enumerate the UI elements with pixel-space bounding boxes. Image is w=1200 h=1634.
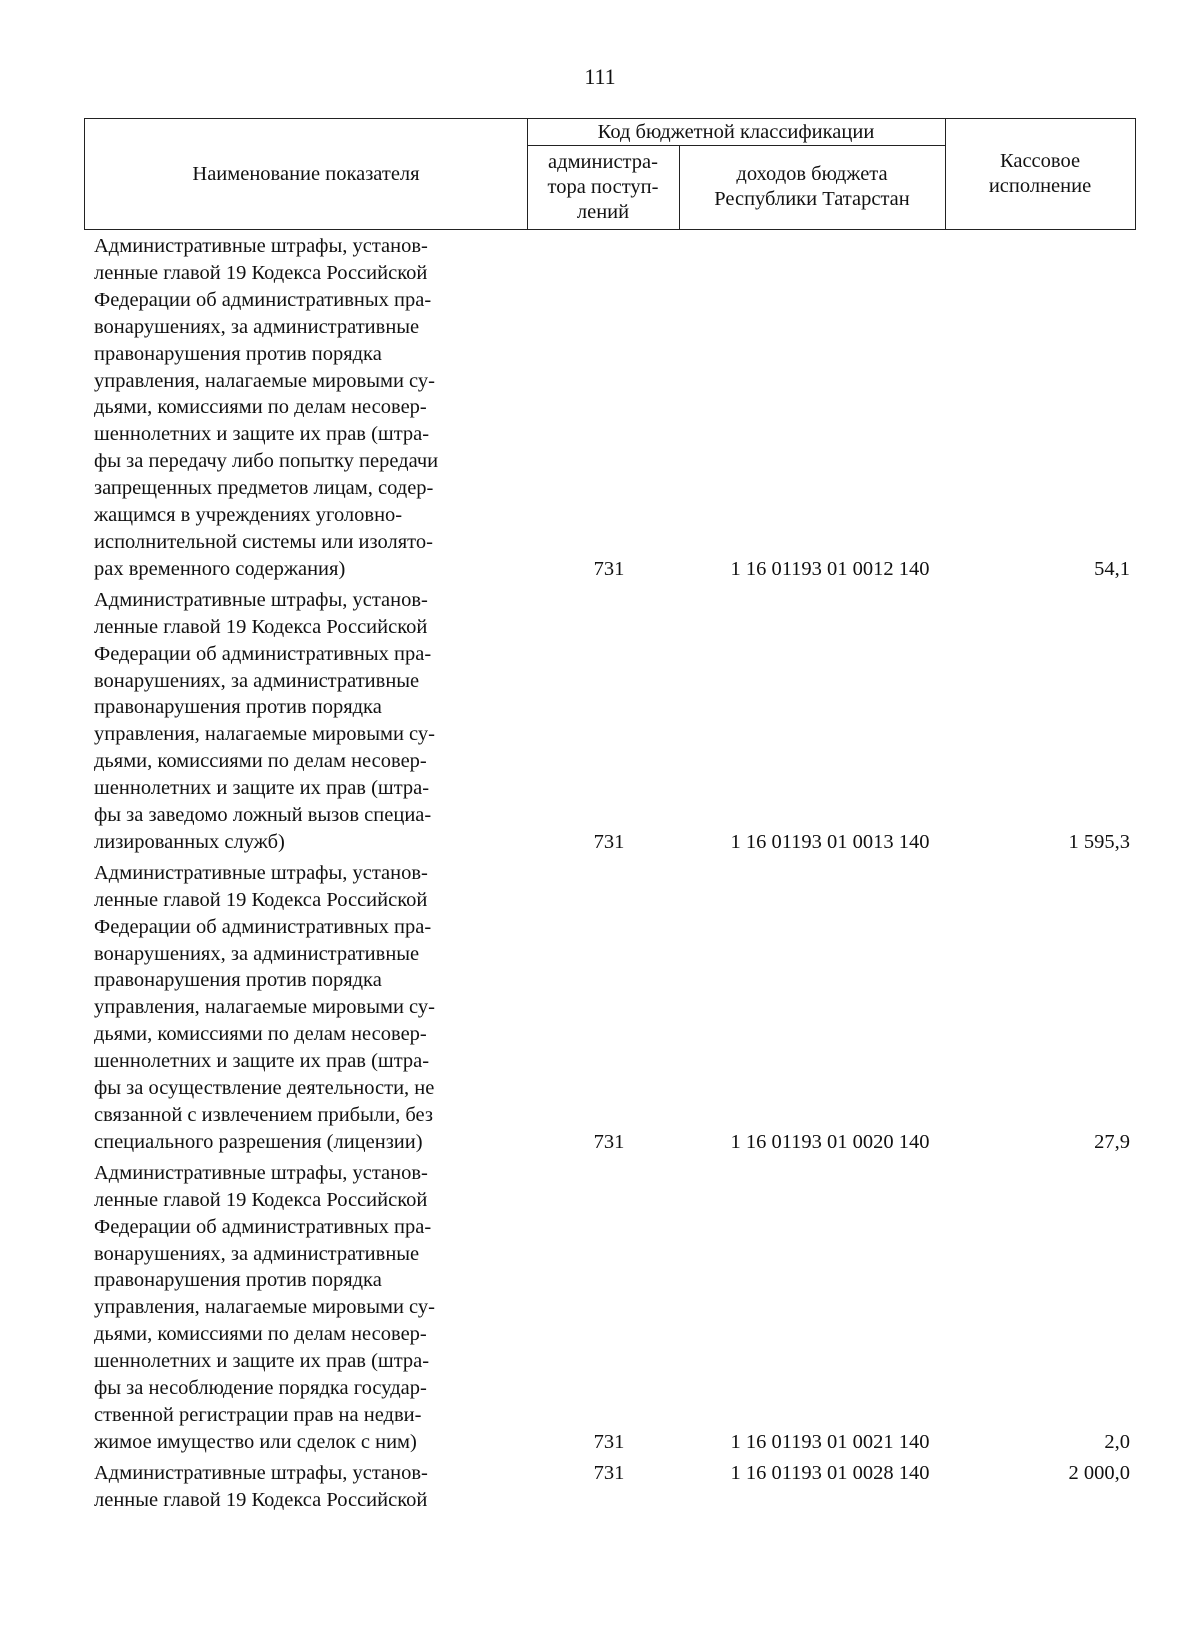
indicator-name-line: специального разрешения (лицензии) (94, 1130, 423, 1153)
header-budget-revenues: доходов бюджета Республики Татарстан (714, 163, 910, 210)
indicator-name-line: правонарушения против порядка (94, 969, 382, 992)
indicator-name-line: жащимся в учреждениях уголовно- (94, 504, 403, 527)
cash-execution-amount: 2 000,0 (1068, 1461, 1130, 1484)
administrator-code: 731 (593, 1430, 625, 1453)
indicator-name-line: правонарушения против порядка (94, 1269, 382, 1292)
indicator-name-line: фы за заведомо ложный вызов специа- (94, 804, 432, 827)
indicator-name-line: вонарушениях, за административные (94, 315, 420, 338)
indicator-name-line: ленные главой 19 Кодекса Российской (94, 1488, 428, 1511)
indicator-name-line: управления, налагаемые мировыми су- (94, 723, 435, 746)
indicator-name-line: Федерации об административных пра- (94, 1215, 432, 1238)
indicator-name-line: управления, налагаемые мировыми су- (94, 369, 435, 392)
cash-execution-amount: 54,1 (1094, 557, 1130, 580)
indicator-name-line: рах временного содержания) (94, 557, 346, 580)
revenue-code: 1 16 01193 01 0028 140 (730, 1461, 930, 1484)
indicator-name (94, 587, 526, 856)
indicator-name-line: правонарушения против порядка (94, 342, 382, 365)
indicator-name-line: фы за осуществление деятельности, не (94, 1077, 435, 1100)
table-row (0, 860, 1200, 1156)
indicator-name-line: ленные главой 19 Кодекса Российской (94, 1188, 428, 1211)
indicator-name-line: ственной регистрации прав на недви- (94, 1403, 422, 1426)
indicator-name-line: шеннолетних и защите их прав (штра- (94, 777, 430, 800)
indicator-name-line: Федерации об административных пра- (94, 288, 432, 311)
indicator-name-line: вонарушениях, за административные (94, 942, 420, 965)
indicator-name-line: вонарушениях, за административные (94, 669, 420, 692)
indicator-name-line: Федерации об административных пра- (94, 642, 432, 665)
indicator-name (94, 1160, 526, 1456)
indicator-name-line: шеннолетних и защите их прав (штра- (94, 423, 430, 446)
indicator-name-line: управления, налагаемые мировыми су- (94, 996, 435, 1019)
table-row (0, 233, 1200, 583)
header-indicator-name: Наименование показателя (192, 162, 420, 185)
indicator-name-line: лизированных служб) (94, 830, 285, 853)
indicator-name-line: ленные главой 19 Кодекса Российской (94, 888, 428, 911)
indicator-name-line: правонарушения против порядка (94, 696, 382, 719)
indicator-name-line: Административные штрафы, установ- (94, 235, 428, 257)
table-body (0, 233, 1200, 1514)
indicator-name-line: фы за передачу либо попытку передачи (94, 450, 439, 473)
page-number: 111 (584, 64, 616, 89)
administrator-code: 731 (593, 557, 625, 580)
revenue-code: 1 16 01193 01 0012 140 (730, 557, 930, 580)
indicator-name-line: шеннолетних и защите их прав (штра- (94, 1350, 430, 1373)
administrator-code: 731 (593, 1130, 625, 1153)
table-row (0, 1460, 1200, 1514)
indicator-name-line: Административные штрафы, установ- (94, 861, 428, 884)
cash-execution-amount: 1 595,3 (1068, 830, 1130, 853)
indicator-name-line: вонарушениях, за административные (94, 1242, 420, 1265)
header-budget-classification-code: Код бюджетной классификации (597, 120, 875, 143)
indicator-name-line: дьями, комиссиями по делам несовер- (94, 1323, 427, 1346)
indicator-name-line: Федерации об административных пра- (94, 915, 432, 938)
indicator-name-line: Административные штрафы, установ- (94, 1461, 428, 1484)
indicator-name-line: Административные штрафы, установ- (94, 1161, 428, 1184)
administrator-code: 731 (593, 830, 625, 853)
administrator-code: 731 (593, 1461, 625, 1484)
indicator-name-line: Административные штрафы, установ- (94, 588, 428, 611)
revenue-code: 1 16 01193 01 0021 140 (730, 1430, 930, 1453)
indicator-name-line: фы за несоблюдение порядка государ- (94, 1377, 427, 1400)
indicator-name-line: дьями, комиссиями по делам несовер- (94, 396, 427, 419)
cash-execution-amount: 27,9 (1094, 1130, 1130, 1153)
indicator-name-line: шеннолетних и защите их прав (штра- (94, 1050, 430, 1073)
indicator-name-line: управления, налагаемые мировыми су- (94, 1296, 435, 1319)
header-cash-execution: Кассовое исполнение (988, 150, 1092, 197)
indicator-name-line: дьями, комиссиями по делам несовер- (94, 1023, 427, 1046)
indicator-name (94, 860, 526, 1156)
indicator-name-line: ленные главой 19 Кодекса Российской (94, 261, 428, 284)
table-header (84, 118, 1136, 230)
revenue-code: 1 16 01193 01 0013 140 (730, 830, 930, 853)
indicator-name (94, 233, 526, 583)
table-row (0, 587, 1200, 856)
indicator-name-line: дьями, комиссиями по делам несовер- (94, 750, 427, 773)
indicator-name-line: ленные главой 19 Кодекса Российской (94, 615, 428, 638)
header-revenue-administrator: администра- тора поступ- лений (547, 150, 659, 223)
indicator-name-line: связанной с извлечением прибыли, без (94, 1104, 433, 1126)
indicator-name-line: жимое имущество или сделок с ним) (94, 1430, 417, 1453)
indicator-name (94, 1460, 526, 1514)
cash-execution-amount: 2,0 (1104, 1430, 1130, 1453)
table-row (0, 1160, 1200, 1456)
indicator-name-line: исполнительной системы или изолято- (94, 530, 433, 553)
indicator-name-line: запрещенных предметов лицам, содер- (94, 477, 434, 500)
revenue-code: 1 16 01193 01 0020 140 (730, 1130, 930, 1153)
